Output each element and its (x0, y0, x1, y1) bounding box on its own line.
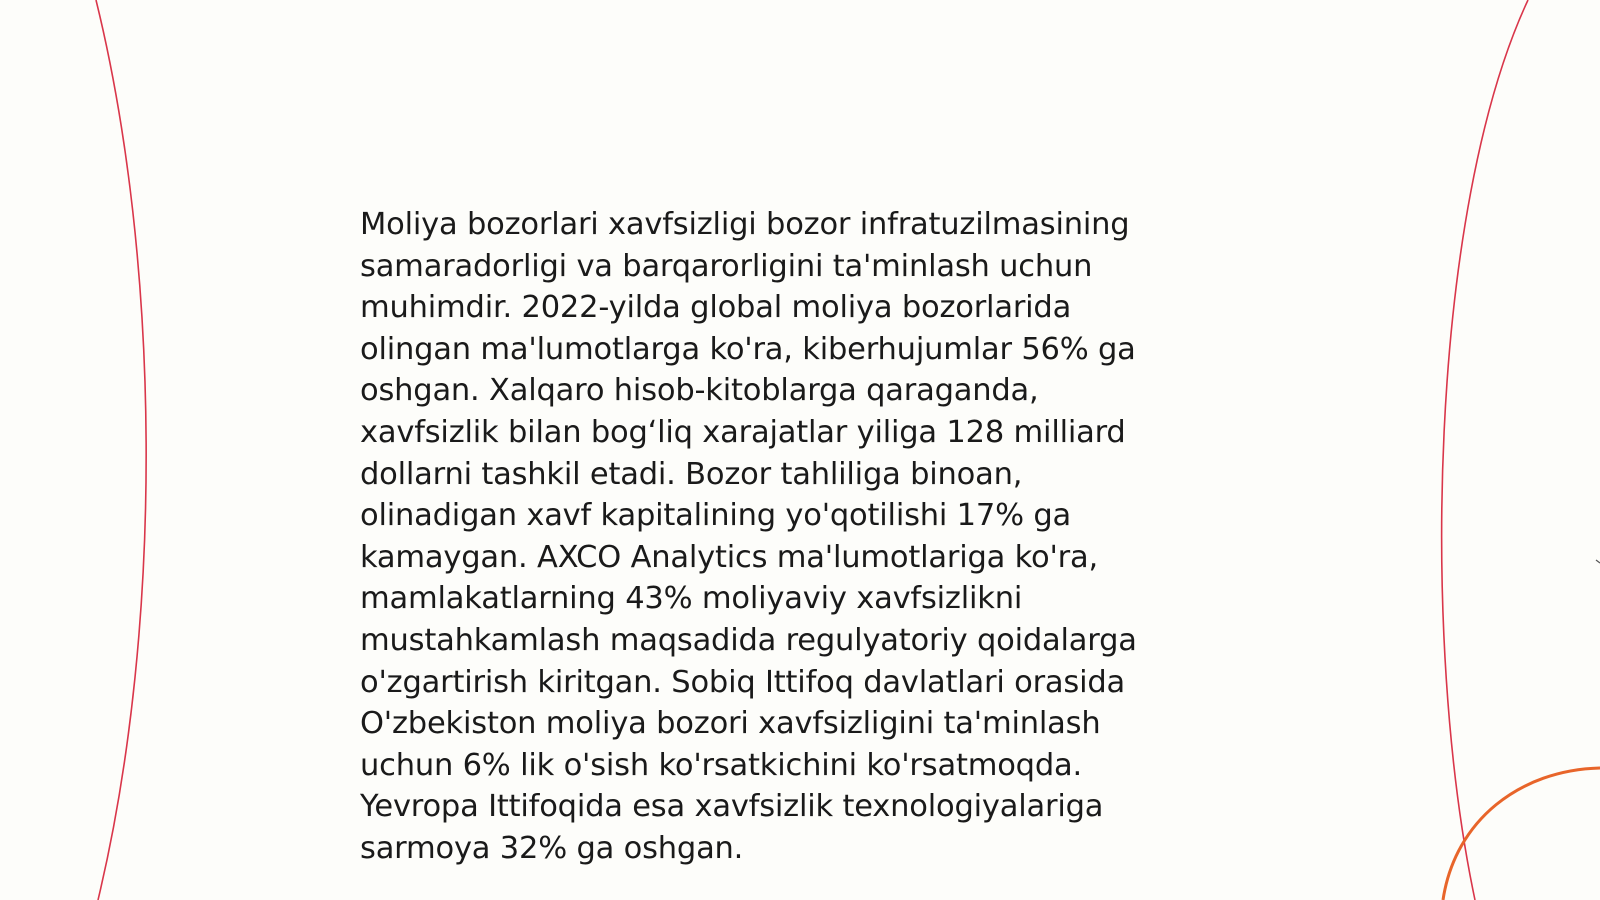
text-line: sarmoya 32% ga oshgan. (360, 830, 744, 866)
bottom-right-orange-arc (1443, 768, 1600, 900)
text-line: O'zbekiston moliya bozori xavfsizligini ta'minlash (360, 706, 1101, 742)
body-paragraph (360, 204, 1210, 870)
text-line: mustahkamlash maqsadida regulyatoriy qoidalarga (360, 622, 1137, 658)
text-line: olingan ma'lumotlarga ko'ra, kiberhujumlar 56% ga (360, 331, 1136, 367)
text-line: mamlakatlarning 43% moliyaviy xavfsizlikni (360, 581, 1023, 617)
text-line: Yevropa Ittifoqida esa xavfsizlik texnologiyalariga (360, 789, 1104, 825)
text-line: dollarni tashkil etadi. Bozor tahliliga binoan, (360, 456, 1023, 492)
text-line: xavfsizlik bilan bog‘liq xarajatlar yiliga 128 milliard (360, 414, 1126, 450)
text-line: uchun 6% lik o'sish ko'rsatkichini ko'rsatmoqda. (360, 747, 1082, 783)
text-line: oshgan. Xalqaro hisob-kitoblarga qaraganda, (360, 373, 1039, 409)
text-line: kamaygan. AXCO Analytics ma'lumotlariga ko'ra, (360, 539, 1098, 575)
left-red-curve (96, 0, 146, 900)
text-line: muhimdir. 2022-yilda global moliya bozorlarida (360, 290, 1072, 326)
text-line: samaradorligi va barqarorligini ta'minlash uchun (360, 248, 1093, 284)
right-edge-tick (1596, 560, 1600, 563)
text-line: Moliya bozorlari xavfsizligi bozor infratuzilmasining (360, 207, 1130, 242)
text-line: olinadigan xavf kapitalining yo'qotilishi 17% ga (360, 498, 1072, 534)
text-line: o'zgartirish kiritgan. Sobiq Ittifoq davlatlari orasida (360, 664, 1126, 700)
right-red-curve (1442, 0, 1528, 900)
